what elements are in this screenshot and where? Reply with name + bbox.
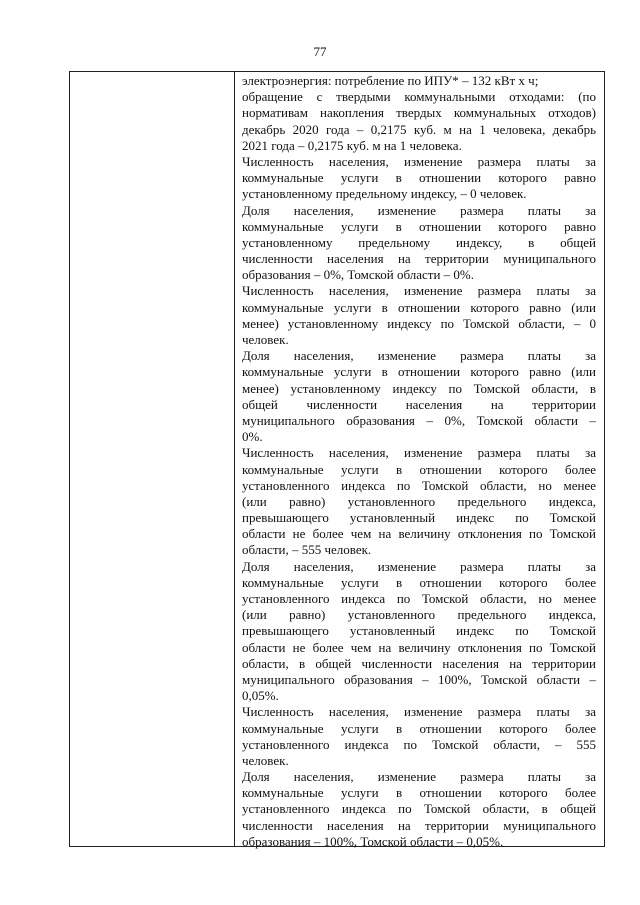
text-line: коммунальные услуги в отношении которого равно	[242, 218, 596, 234]
table-left-cell	[70, 72, 235, 846]
text-line: 0,05%.	[242, 688, 279, 704]
text-line: нормативам накопления твердых коммунальных отходов)	[242, 105, 596, 121]
text-line: коммунальные услуги в отношении которого более	[242, 461, 596, 477]
text-line: установленного индекса по Томской области, но менее	[242, 591, 596, 606]
text-line: Численность населения, изменение размера платы за	[242, 283, 596, 299]
text-line: Доля населения, изменение размера платы за	[242, 202, 596, 218]
text-line: менее) установленному индексу по Томской области, – 0	[242, 315, 596, 331]
text-line: образования – 100%, Томской области – 0,05%.	[242, 833, 504, 849]
text-line: Доля населения, изменение размера платы за	[242, 348, 596, 364]
text-line: установленного индекса по Томской области, но менее	[242, 477, 596, 493]
text-line: коммунальные услуги в отношении которого более	[242, 720, 596, 736]
text-line: (или равно) установленного предельного индекса,	[242, 493, 596, 509]
text-line: общей численности населения на территории	[242, 396, 596, 412]
text-line: Доля населения, изменение размера платы за	[242, 769, 596, 785]
text-line: (или равно) установленного предельного индекса,	[242, 607, 596, 623]
text-line: области, – 555 человек.	[242, 542, 372, 558]
page-number: 77	[313, 44, 327, 59]
text-line: установленному предельному индексу, – 0 человек.	[242, 186, 527, 202]
text-line: человек.	[242, 332, 289, 347]
text-line: области не более чем на величину отклонения по Томской	[242, 526, 596, 542]
text-line: установленного индекса по Томской области, в общей	[242, 801, 596, 817]
text-line: обращение с твердыми коммунальными отходами: (по	[242, 89, 596, 105]
text-line: Доля населения, изменение размера платы за	[242, 558, 596, 574]
text-line: численности населения на территории муниципального	[242, 251, 596, 267]
text-line: коммунальные услуги в отношении которого более	[242, 574, 596, 590]
text-line: области, в общей численности населения на территории	[242, 655, 596, 671]
text-line: муниципального образования – 0%, Томской области –	[242, 412, 596, 428]
text-line: менее) установленному индексу по Томской области, в	[242, 380, 596, 396]
text-line: коммунальные услуги в отношении которого равно	[242, 170, 596, 186]
document-table	[69, 71, 605, 847]
text-line: Численность населения, изменение размера платы за	[242, 445, 596, 461]
text-line: численности населения на территории муниципального	[242, 817, 596, 833]
text-line: человек.	[242, 752, 289, 768]
table-right-cell	[235, 72, 604, 849]
text-line: установленного индекса по Томской области, – 555	[242, 736, 596, 752]
text-line: 2021 года – 0,2175 куб. м на 1 человека.	[242, 137, 462, 153]
text-line: Численность населения, изменение размера платы за	[242, 704, 596, 720]
text-line: коммунальные услуги в отношении которого равно (или	[242, 364, 596, 380]
text-line: декабрь 2020 года – 0,2175 куб. м на 1 человека, декабрь	[242, 121, 596, 137]
text-line: электроэнергия: потребление по ИПУ* – 132 кВт х ч;	[242, 73, 539, 88]
text-line: Численность населения, изменение размера платы за	[242, 153, 596, 169]
text-line: коммунальные услуги в отношении которого более	[242, 785, 596, 801]
text-line: коммунальные услуги в отношении которого равно (или	[242, 299, 596, 315]
text-line: муниципального образования – 100%, Томской области –	[242, 671, 596, 687]
text-line: образования – 0%, Томской области – 0%.	[242, 267, 475, 283]
text-line: 0%.	[242, 429, 263, 445]
text-line: области не более чем на величину отклонения по Томской	[242, 639, 596, 655]
text-line: превышающего установленный индекс по Томской	[242, 623, 596, 639]
text-line: установленному предельному индексу, в общей	[242, 234, 596, 250]
text-line: превышающего установленный индекс по Томской	[242, 510, 596, 526]
